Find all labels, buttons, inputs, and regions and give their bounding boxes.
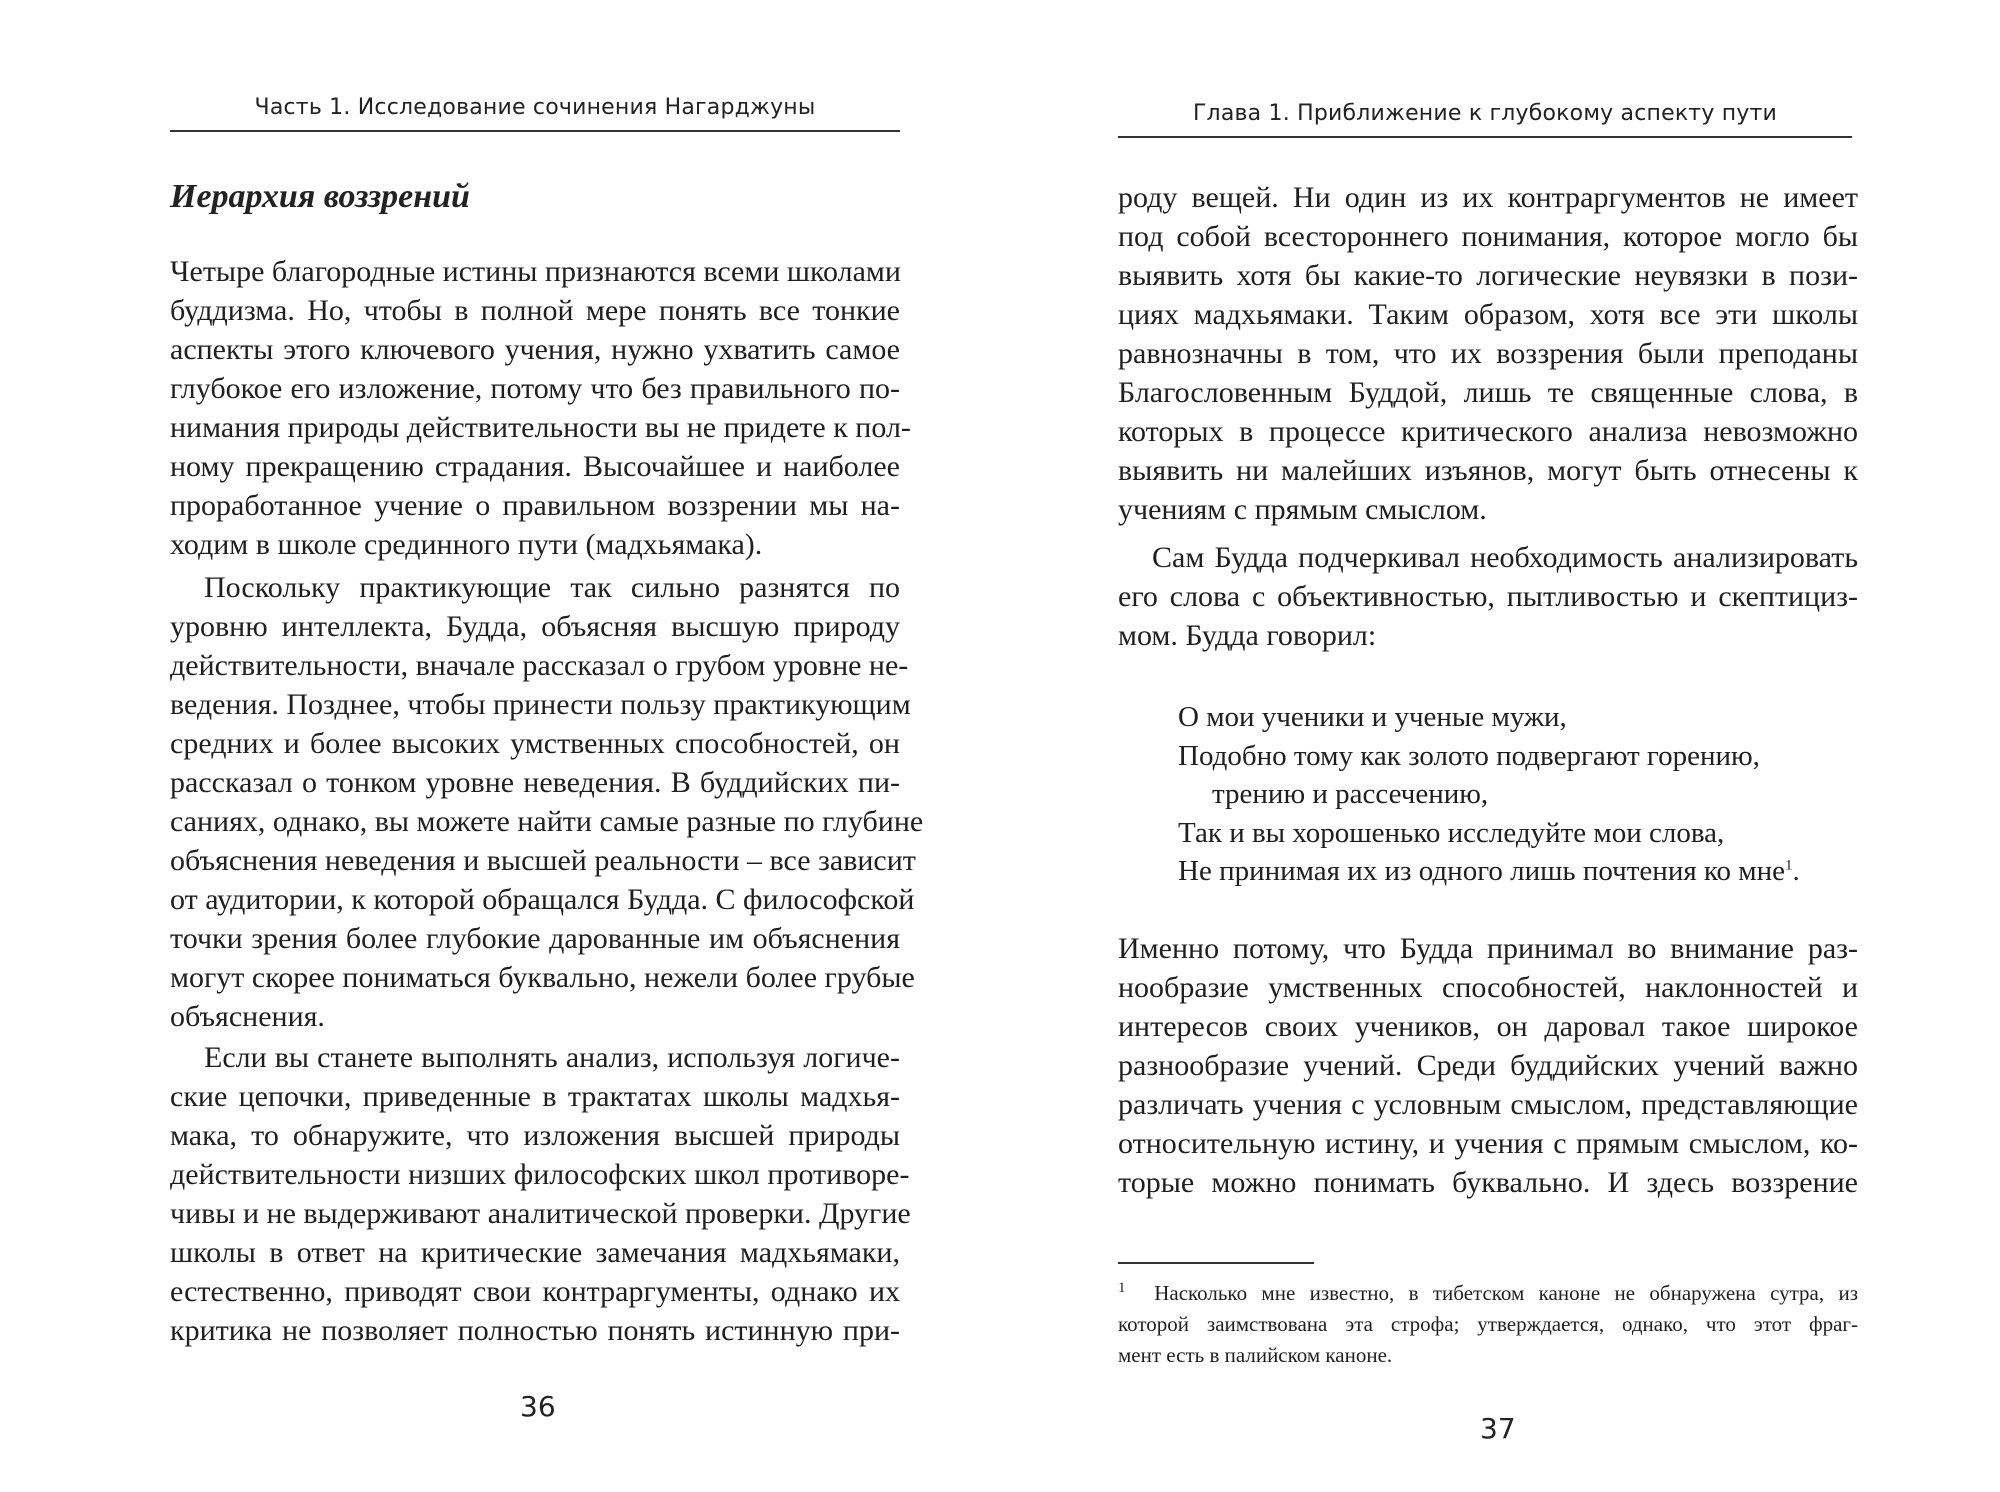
text-line: которых в процессе критического анализа невозможно [1118, 415, 1858, 448]
text-line: мака, то обнаружите, что изложения высшей природы [170, 1119, 900, 1152]
text-line: равнозначны в том, что их воззрения были преподаны [1118, 337, 1858, 370]
paragraph-2 [170, 568, 924, 1036]
verse-line: Так и вы хорошенько исследуйте мои слова, [1178, 816, 1725, 849]
text-line: ходим в школе срединного пути (мадхьямака). [170, 528, 763, 561]
header-rule [170, 130, 900, 132]
text-line: школы в ответ на критические замечания мадхьямаки, [170, 1236, 900, 1269]
text-line: выявить хотя бы какие-то логические неувязки в пози- [1118, 259, 1858, 292]
right-page [1000, 0, 2000, 1492]
page-number: 37 [1480, 1412, 1516, 1445]
text-line: Благословенным Буддой, лишь те священные слова, в [1118, 376, 1858, 409]
footnote-line: мент есть в палийском каноне. [1118, 1343, 1393, 1367]
text-line: разнообразие учений. Среди буддийских учений важно [1118, 1049, 1858, 1082]
text-line: Поскольку практикующие так сильно разнятся по [204, 571, 900, 604]
verse-line: Подобно тому как золото подвергают горению, [1178, 739, 1760, 772]
verse-quote [1178, 698, 1878, 891]
text-line: объяснения. [170, 1000, 325, 1033]
section-title: Иерархия воззрений [170, 178, 470, 215]
verse-line: трению и рассечению, [1212, 778, 1489, 810]
text-line: роду вещей. Ни один из их контраргументов не имеет [1118, 181, 1858, 214]
text-line: чивы и не выдерживают аналитической проверки. Другие [170, 1197, 911, 1230]
text-line: интересов своих учеников, он даровал такое широкое [1118, 1010, 1858, 1043]
paragraph-1 [170, 252, 911, 564]
paragraph-3 [170, 1038, 911, 1350]
text-line: естественно, приводят свои контраргументы, однако их [170, 1275, 900, 1308]
verse-end-punct: . [1792, 855, 1800, 887]
footnote [1118, 1278, 1858, 1371]
text-line: действительности, вначале рассказал о грубом уровне не- [170, 649, 909, 682]
text-line: аспекты этого ключевого учения, нужно ухватить самое [170, 333, 900, 366]
text-line: выявить ни малейших изъянов, могут быть отнесены к [1118, 454, 1858, 487]
text-line: под собой всестороннего понимания, которое могло бы [1118, 220, 1858, 253]
text-line: саниях, однако, вы можете найти самые разные по глубине [170, 805, 924, 838]
text-line: Четыре благородные истины признаются всеми школами [170, 255, 901, 288]
paragraph-continued [1118, 178, 1858, 529]
running-header: Часть 1. Исследование сочинения Нагарджуны [254, 95, 816, 120]
text-line: ведения. Позднее, чтобы принести пользу практикующим [170, 688, 911, 721]
text-line: его слова с объективностью, пытливостью и скептициз- [1118, 580, 1858, 613]
verse-line: О мои ученики и ученые мужи, [1178, 701, 1567, 733]
footnote-reference: 1 [1785, 857, 1793, 874]
text-line: ские цепочки, приведенные в трактатах школы мадхья- [170, 1080, 900, 1113]
page-number: 36 [520, 1390, 556, 1423]
text-line: мом. Будда говорил: [1118, 619, 1377, 652]
footnote-rule [1118, 1262, 1314, 1264]
text-line: проработанное учение о правильном воззрении мы на- [170, 489, 900, 522]
text-line: Сам Будда подчеркивал необходимость анализировать [1152, 541, 1858, 574]
footnote-mark: 1 [1118, 1280, 1126, 1296]
paragraph-4 [1118, 929, 1858, 1202]
text-line: учениям с прямым смыслом. [1118, 493, 1487, 526]
text-line: рассказал о тонком уровне неведения. В буддийских пи- [170, 766, 900, 799]
footnote-line-text: Насколько мне известно, в тибетском каноне не обнаружена сутра, из [1154, 1281, 1858, 1305]
text-line: Именно потому, что Будда принимал во внимание раз- [1118, 932, 1858, 965]
text-line: средних и более высоких умственных способностей, он [170, 727, 900, 760]
text-line: могут скорее пониматься буквально, нежели более грубые [170, 961, 915, 994]
footnote-line [1118, 1278, 1858, 1309]
text-line: ному прекращению страдания. Высочайшее и наиболее [170, 450, 900, 483]
text-line: уровню интеллекта, Будда, объясняя высшую природу [170, 610, 900, 643]
text-line: критика не позволяет полностью понять истинную при- [170, 1314, 900, 1347]
text-line: различать учения с условным смыслом, представляющие [1118, 1088, 1858, 1121]
text-line: объяснения неведения и высшей реальности – все зависит [170, 844, 916, 877]
header-rule [1118, 136, 1852, 138]
text-line: нообразие умственных способностей, наклонностей и [1118, 971, 1858, 1004]
text-line: действительности низших философских школ противоре- [170, 1158, 910, 1191]
text-line: Если вы станете выполнять анализ, используя логиче- [204, 1041, 900, 1074]
text-line: относительную истину, и учения с прямым смыслом, ко- [1118, 1127, 1858, 1160]
text-line: точки зрения более глубокие дарованные им объяснения [170, 922, 900, 955]
verse-line-text: Не принимая их из одного лишь почтения ко мне [1178, 855, 1786, 887]
text-line: торые можно понимать буквально. И здесь воззрение [1118, 1166, 1858, 1199]
footnote-line: которой заимствована эта строфа; утверждается, однако, что этот фраг- [1118, 1312, 1858, 1336]
running-header: Глава 1. Приближение к глубокому аспекту пути [1192, 101, 1778, 126]
paragraph-quote-intro [1118, 538, 1858, 655]
text-line: циях мадхьямаки. Таким образом, хотя все эти школы [1118, 298, 1858, 331]
text-line: от аудитории, к которой обращался Будда. С философской [170, 883, 915, 916]
text-line: буддизма. Но, чтобы в полной мере понять все тонкие [170, 294, 900, 327]
text-line: нимания природы действительности вы не придете к пол- [170, 411, 911, 444]
verse-line-last [1178, 852, 1878, 891]
text-line: глубокое его изложение, потому что без правильного по- [170, 372, 900, 405]
